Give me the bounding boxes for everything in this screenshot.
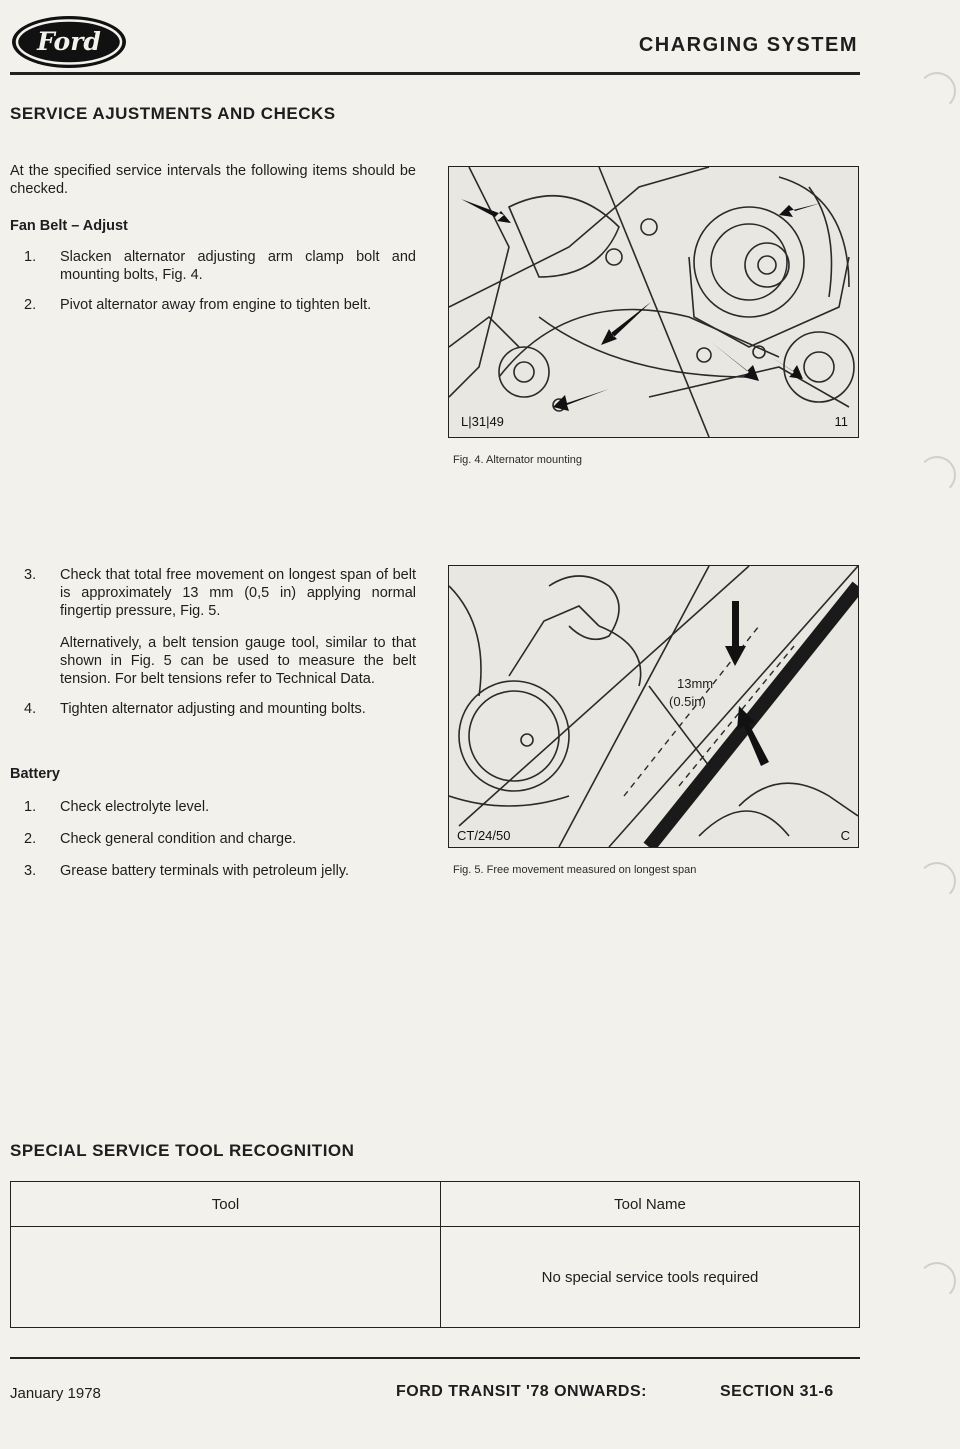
header-rule bbox=[10, 72, 860, 75]
binder-hole bbox=[918, 1262, 956, 1300]
intro-paragraph: At the specified service intervals the following items should be checked. bbox=[10, 163, 416, 197]
list-item: 2. Pivot alternator away from engine to tighten belt. bbox=[24, 297, 372, 313]
battery-heading: Battery bbox=[10, 766, 60, 782]
tool-table bbox=[10, 1181, 860, 1328]
ford-logo bbox=[10, 14, 128, 70]
list-item: 4. Tighten alternator adjusting and mounting bolts. bbox=[24, 701, 366, 717]
list-item: Alternatively, a belt tension gauge tool, similar to that shown in Fig. 5 can be used to measure the belt tension. For belt tensions refer to Technical Data. bbox=[60, 635, 416, 687]
cell-tool-name: No special service tools required bbox=[441, 1227, 860, 1328]
tool-recognition-title: SPECIAL SERVICE TOOL RECOGNITION bbox=[10, 1141, 355, 1160]
page-header-title: CHARGING SYSTEM bbox=[638, 34, 858, 56]
figure-4-ref-label: L|31|49 bbox=[461, 414, 504, 429]
section-title: SERVICE AJUSTMENTS AND CHECKS bbox=[10, 104, 336, 123]
figure-4-caption: Fig. 4. Alternator mounting bbox=[453, 454, 583, 466]
binder-hole bbox=[918, 862, 956, 900]
fan-belt-heading: Fan Belt – Adjust bbox=[10, 218, 128, 234]
footer-rule bbox=[10, 1357, 860, 1359]
cell-tool bbox=[11, 1227, 441, 1328]
col-header-tool-name: Tool Name bbox=[441, 1182, 860, 1227]
figure-5-caption: Fig. 5. Free movement measured on longest span bbox=[453, 864, 697, 876]
list-item: 1. Slacken alternator adjusting arm clamp bolt and mounting bolts, Fig. 4. bbox=[24, 249, 416, 283]
binder-hole bbox=[918, 456, 956, 494]
footer-publication-title: FORD TRANSIT '78 ONWARDS: bbox=[396, 1383, 647, 1400]
figure-4-alternator-mounting bbox=[448, 166, 859, 438]
table-header-row bbox=[11, 1182, 860, 1227]
figure-5-free-movement bbox=[448, 565, 859, 848]
footer-section-number: SECTION 31-6 bbox=[720, 1383, 834, 1400]
list-item: 3. Check that total free movement on longest span of belt is approximately 13 mm (0,5 in) applying normal fingertip pressure, Fig. 5. bbox=[24, 567, 416, 619]
figure-4-corner-label: 11 bbox=[834, 414, 848, 429]
belt-tension-illustration bbox=[449, 566, 858, 847]
fan-belt-steps-cont bbox=[10, 566, 416, 718]
footer-date: January 1978 bbox=[10, 1385, 101, 1402]
svg-text:Ford: Ford bbox=[37, 27, 101, 56]
figure-5-corner-label: C bbox=[840, 828, 850, 843]
binder-hole bbox=[918, 72, 956, 110]
list-item: 2. Check general condition and charge. bbox=[24, 831, 297, 847]
alternator-illustration bbox=[449, 167, 858, 437]
table-row bbox=[11, 1227, 860, 1328]
list-item: 3. Grease battery terminals with petroleum jelly. bbox=[24, 863, 350, 879]
figure-5-ref-label: CT/24/50 bbox=[457, 828, 511, 843]
battery-steps bbox=[10, 798, 430, 880]
col-header-tool: Tool bbox=[11, 1182, 441, 1227]
fan-belt-steps bbox=[10, 248, 416, 314]
measure-in-label: (0.5in) bbox=[669, 694, 706, 709]
list-item: 1. Check electrolyte level. bbox=[24, 799, 210, 815]
measure-mm-label: 13mm bbox=[677, 676, 714, 691]
